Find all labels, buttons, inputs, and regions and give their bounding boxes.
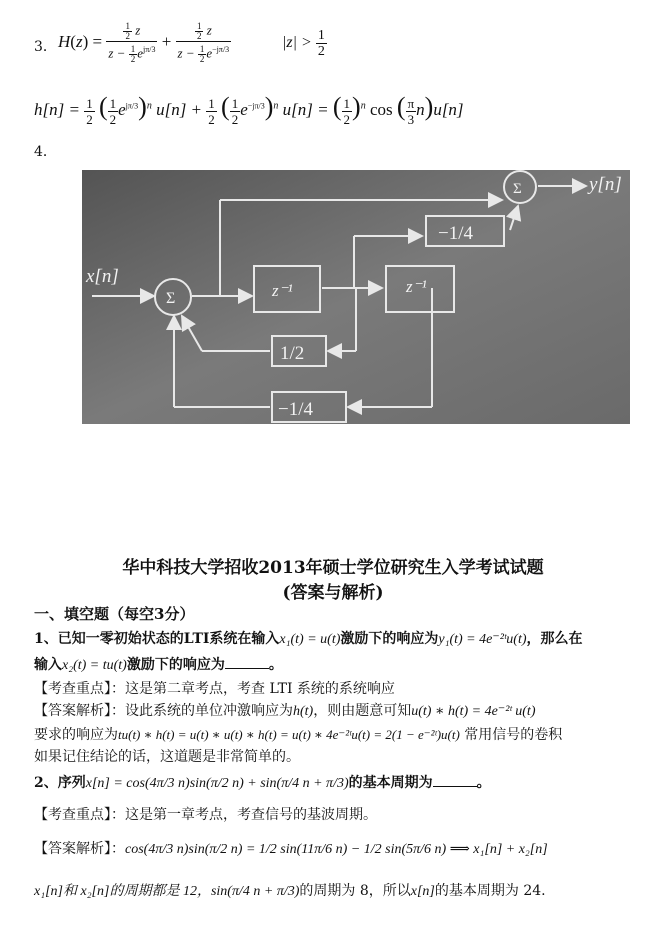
block-diagram [82, 170, 630, 424]
q2-analysis-1: 【答案解析】：cos(4π/3 n)sin(π/2 n) = 1/2 sin(11π/6 n) − 1/2 sin(5π/6 n) ⟹ x₁[n] + x₂[n] [34, 841, 548, 857]
q2-analysis-2: x₁[n]和 x₂[n]的周期都是 12，sin(π/4 n + π/3)的周期为 8，所以x[n]的基本周期为 24. [34, 883, 546, 899]
q1-analysis-2: 要求的响应为tu(t) ∗ h(t) = u(t) ∗ u(t) ∗ h(t) = u(t) ∗ 4e⁻²ᵗu(t) = 2(1 − e⁻²ᵗ)u(t) 常用信号的卷积 [34, 727, 563, 743]
plus-sign: + [161, 31, 172, 51]
section-heading: 一、填空题（每空3分） [34, 605, 195, 623]
input-label: x[n] [86, 266, 119, 287]
z-symbol: z [75, 31, 83, 51]
item3-hn-equation: h[n] = $\frac{1}{2}$ ( $\frac{1}{2}$ $e^{j\pi/3})^n$ u[n] + $\frac{1}{2}$ ( $\frac{1}{2}$ $e^{-j\pi/3})^n$ u[n] = ( $\frac{1}{2}$ )$^n$ cos ( $\frac{\pi}{3}$ n)u[n] [34, 92, 464, 127]
fraction-1: $\frac{1}{2}$ z z − $\frac{1}{2}$ $e^{j\pi/3}$ [108, 21, 156, 64]
answer-blank-2[interactable] [433, 776, 477, 787]
output-label: y[n] [589, 174, 622, 195]
q1-focus: 【考查重点】：这是第二章考点，考查 LTI 系统的系统响应 [34, 681, 395, 697]
delay-label-2: z⁻¹ [406, 277, 427, 296]
exam-subtitle: (答案与解析) [282, 583, 384, 603]
gain-bottom-label: −1/4 [278, 399, 313, 420]
sum-symbol-2: Σ [513, 181, 522, 197]
block-diagram-photo [82, 170, 630, 424]
q2-focus: 【考查重点】：这是第一章考点，考查信号的基波周期。 [34, 807, 377, 823]
item4-label: 4． [34, 144, 57, 160]
roc: |z| > $\frac{1}{2}$ [282, 28, 325, 59]
q1-line1: 1、已知一零初始状态的LTI系统在输入x₁(t) = u(t)激励下的响应为y₁(t) = 4e⁻²ᵗu(t)，那么在 [34, 631, 583, 647]
q2-line1: 2、序列x[n] = cos(4π/3 n)sin(π/2 n) + sin(π/4 n + π/3)的基本周期为 。 [34, 775, 491, 791]
equals-sign: = [92, 31, 103, 51]
answer-blank-1[interactable] [225, 658, 269, 669]
q1-line2: 输入x₂(t) = tu(t)激励下的响应为 。 [34, 657, 283, 673]
delay-label-1: z⁻¹ [272, 281, 293, 300]
item3-equation: H(z) = $\frac{1}{2}$ z z − $\frac{1}{2}$ $e^{j\pi/3}$ + $\frac{1}{2}$ z z − $\frac{1}{2}$ $e^{-j\pi/3}$ [58, 21, 230, 64]
sum-symbol-1: Σ [166, 290, 176, 307]
item3-label: 3． [34, 39, 57, 55]
gain-top-label: −1/4 [438, 223, 473, 244]
q1-analysis-3: 如果记住结论的话，这道题是非常简单的。 [34, 749, 300, 765]
fraction-2: $\frac{1}{2}$ z z − $\frac{1}{2}$ $e^{-j\pi/3}$ [177, 21, 230, 64]
q1-analysis-1: 【答案解析】：设此系统的单位冲激响应为h(t)，则由题意可知u(t) ∗ h(t) = 4e⁻²ᵗ u(t) [34, 703, 536, 719]
gain-mid-label: 1/2 [280, 343, 305, 364]
H-symbol: H [58, 31, 71, 51]
exam-title: 华中科技大学招收2013年硕士学位研究生入学考试试题 [122, 558, 544, 578]
